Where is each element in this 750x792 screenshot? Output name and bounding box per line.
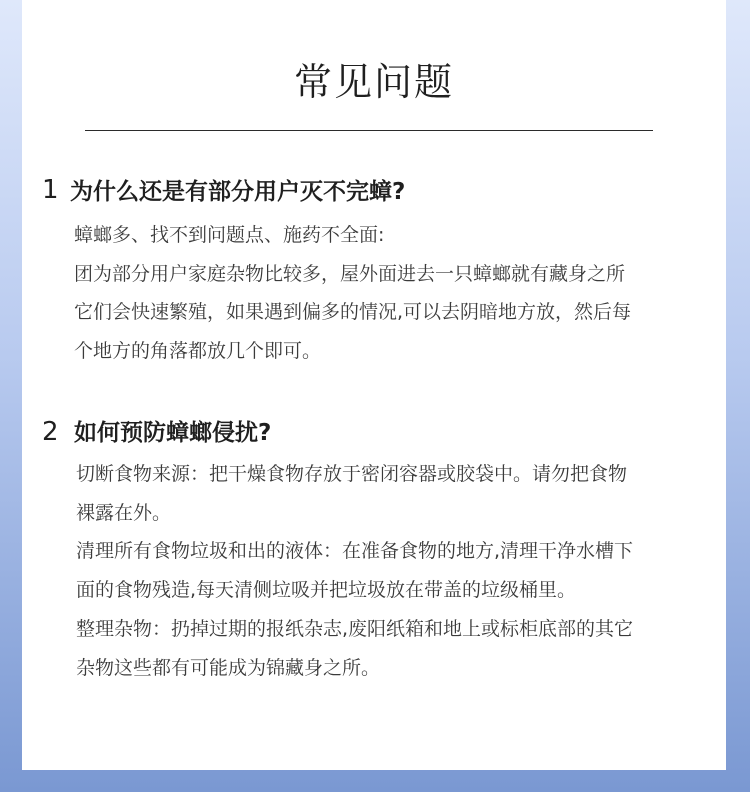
answer-line: 面的食物残造,每天清侧垃吸并把垃圾放在带盖的垃级桶里。 [76,579,577,602]
answer-line: 杂物这些都有可能成为锦藏身之所。 [76,656,381,679]
answer-block [74,216,631,371]
answer-line: 蟑螂多、找不到问题点、施药不全面: [74,224,385,246]
title-divider [85,130,653,131]
question-number: 1 [42,175,59,205]
faq-card [22,0,726,770]
answer-block [76,455,633,687]
question-text: 如何预防蟑螂侵扰? [74,420,272,446]
question-number: 2 [42,417,59,447]
question-text: 为什么还是有部分用户灭不完蟑? [70,179,406,205]
answer-line: 个地方的角落都放几个即可。 [74,340,322,363]
answer-line: 团为部分用户家庭杂物比较多，屋外面进去一只蟑螂就有藏身之所 [74,262,626,285]
answer-line: 整理杂物：扔掉过期的报纸杂志,废阳纸箱和地上或标柜底部的其它 [76,617,634,640]
page-title: 常见问题 [293,60,454,104]
answer-line: 裸露在外。 [76,501,172,524]
answer-line: 切断食物来源：把干燥食物存放于密闭容器或胶袋中。请勿把食物 [76,463,628,485]
answer-line: 清理所有食物垃圾和出的液体：在准备食物的地方,清理干净水槽下 [76,540,634,563]
answer-line: 它们会快速繁殖，如果遇到偏多的情况,可以去阴暗地方放，然后每 [74,301,632,324]
